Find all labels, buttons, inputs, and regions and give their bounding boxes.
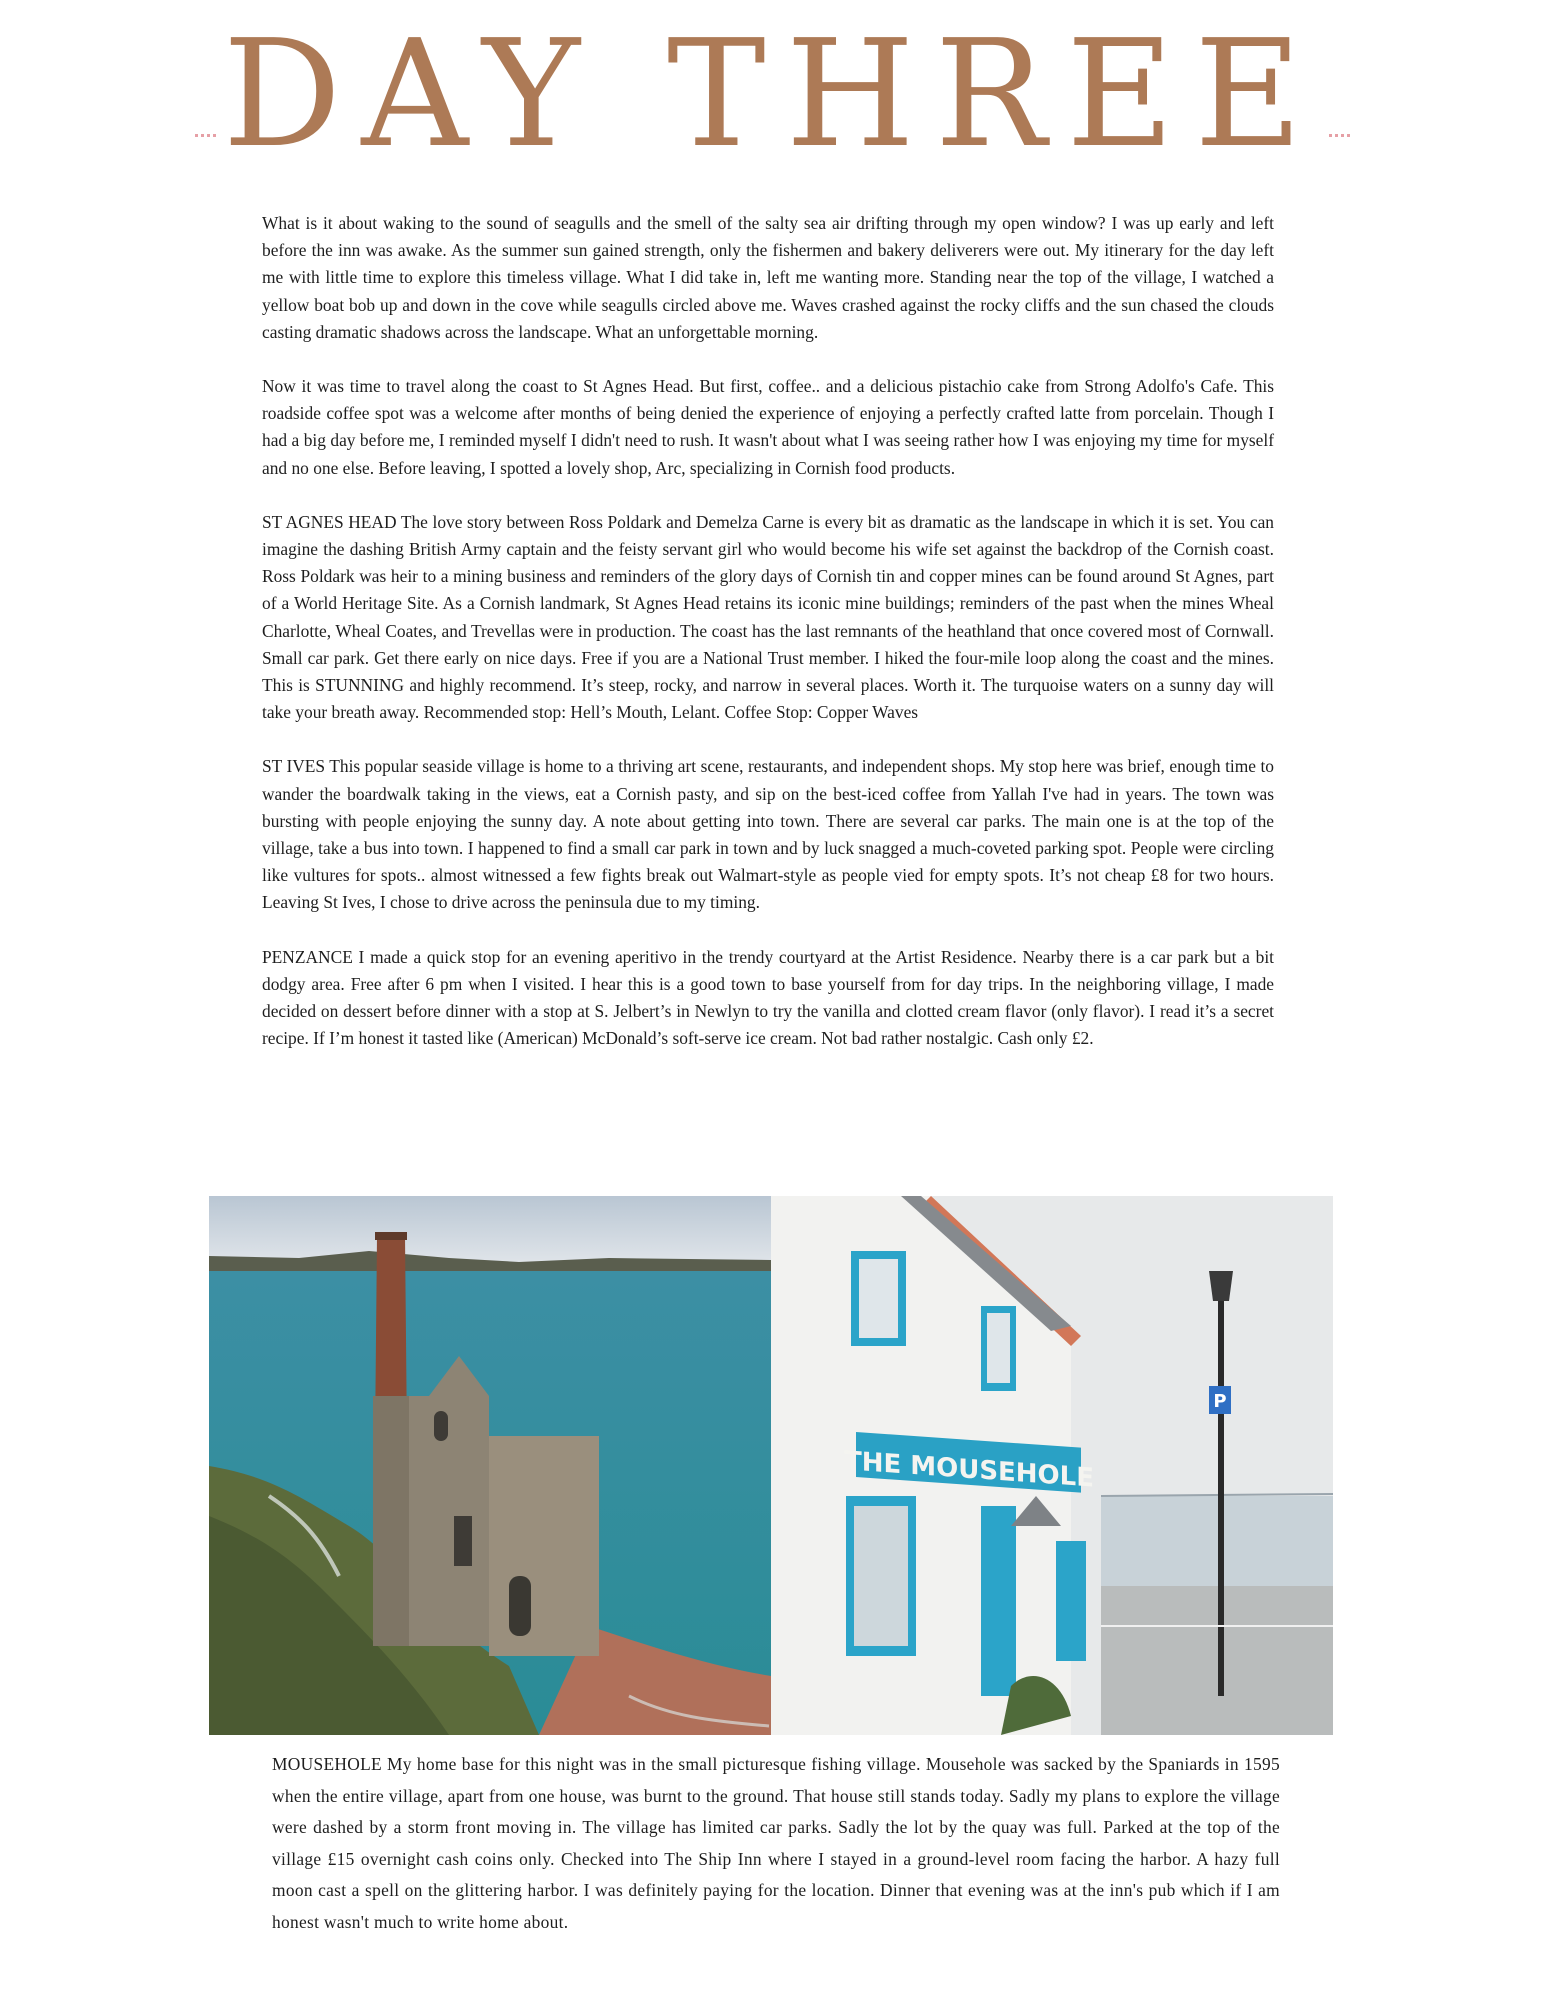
- paragraph-st-ives: ST IVES This popular seaside village is home to a thriving art scene, restaurants, and independent shops. My stop here was brief, enough time to wander the boardwalk taking in the views, eat a Cornish pasty, and sip on the best-iced coffee from Yallah I've had in years. The town was bursting with people enjoying the sunny day. A note about getting into town. There are several car parks. The main one is at the top of the village, take a bus into town. I happened to find a small car park in town and by luck snagged a much-coveted parking spot. People were circling like vultures for spots.. almost witnessed a few fights break out Walmart-style as people vied for empty spots. It’s not cheap £8 for two hours. Leaving St Ives, I chose to drive across the peninsula due to my timing.: [262, 756, 1274, 913]
- article-body: [262, 210, 1274, 1079]
- paragraph-morning: What is it about waking to the sound of seagulls and the smell of the salty sea air drifting through my open window? I was up early and left before the inn was awake. As the summer sun gained strength, only the fishermen and bakery deliverers were out. My itinerary for the day left me with little time to explore this timeless village. What I did take in, left me wanting more. Standing near the top of the village, I watched a yellow boat bob up and down in the cove while seagulls circled above me. Waves crashed against the rocky cliffs and the sun chased the clouds casting dramatic shadows across the landscape. What an unforgettable morning.: [262, 213, 1274, 342]
- photo-strip: [209, 1196, 1333, 1735]
- mine-engine-house-photo: [209, 1196, 771, 1735]
- parking-sign-text: P: [1213, 1391, 1227, 1412]
- mousehole-sign-text: THE MOUSEHOLE: [844, 1446, 1094, 1494]
- mousehole-inn-image: [771, 1196, 1333, 1735]
- page-title: [0, 8, 1545, 180]
- paragraph-st-agnes-head: ST AGNES HEAD The love story between Ross Poldark and Demelza Carne is every bit as dramatic as the landscape in which it is set. You can imagine the dashing British Army captain and the feisty servant girl who would become his wife set against the backdrop of the Cornish coast. Ross Poldark was heir to a mining business and reminders of the glory days of Cornish tin and copper mines can be found around St Agnes, part of a World Heritage Site. As a Cornish landmark, St Agnes Head retains its iconic mine buildings; reminders of the past when the mines Wheal Charlotte, Wheal Coates, and Trevellas were in production. The coast has the last remnants of the heathland that once covered most of Cornwall. Small car park. Get there early on nice days. Free if you are a National Trust member. I hiked the four-mile loop along the coast and the mines. This is STUNNING and highly recommend. It’s steep, rocky, and narrow in several places. Worth it. The turquoise waters on a sunny day will take your breath away. Recommended stop: Hell’s Mouth, Lelant. Coffee Stop: Copper Waves: [262, 511, 1274, 723]
- mine-engine-house-image: [209, 1196, 771, 1735]
- page-title-text: DAY THREE: [217, 8, 1329, 180]
- paragraph-mousehole: MOUSEHOLE My home base for this night was in the small picturesque fishing village. Mousehole was sacked by the Spaniards in 1595 when the entire village, apart from one house, was burnt to the ground. That house still stands today. Sadly my plans to explore the village were dashed by a storm front moving in. The village has limited car parks. Sadly the lot by the quay was full. Parked at the top of the village £15 overnight cash coins only. Checked into The Ship Inn where I stayed in a ground-level room facing the harbor. A hazy full moon cast a spell on the glittering harbor. I was definitely paying for the location. Dinner that evening was at the inn's pub which if I am honest wasn't much to write home about.: [272, 1754, 1280, 1932]
- mousehole-inn-photo: [771, 1196, 1333, 1735]
- paragraph-penzance: PENZANCE I made a quick stop for an evening aperitivo in the trendy courtyard at the Artist Residence. Nearby there is a car park but a bit dodgy area. Free after 6 pm when I visited. I hear this is a good town to base yourself from for day trips. In the neighboring village, I made decided on dessert before dinner with a stop at S. Jelbert’s in Newlyn to try the vanilla and clotted cream flavor (only flavor). I read it’s a secret recipe. If I’m honest it tasted like (American) McDonald’s soft-serve ice cream. Not bad rather nostalgic. Cash only £2.: [262, 946, 1274, 1049]
- paragraph-coffee: Now it was time to travel along the coast to St Agnes Head. But first, coffee.. and a delicious pistachio cake from Strong Adolfo's Cafe. This roadside coffee spot was a welcome after months of being denied the experience of enjoying a perfectly crafted latte from porcelain. Though I had a big day before me, I reminded myself I didn't need to rush. It wasn't about what I was seeing rather how I was enjoying my time for myself and no one else. Before leaving, I spotted a lovely shop, Arc, specializing in Cornish food products.: [262, 376, 1274, 478]
